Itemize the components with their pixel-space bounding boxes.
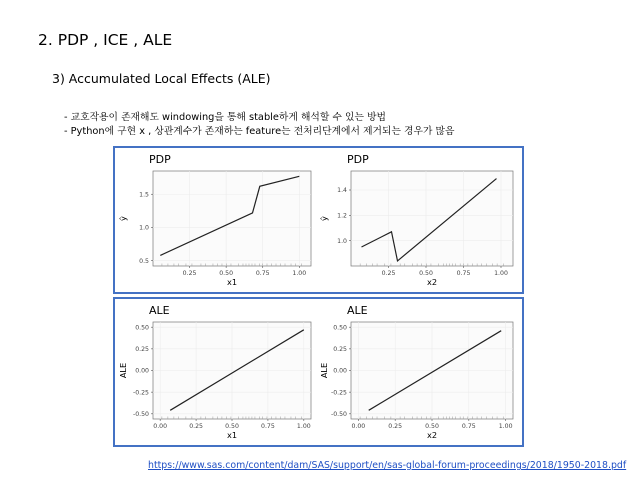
x-tick-label: 0.00 — [153, 423, 168, 430]
x-axis-label: x2 — [426, 430, 438, 440]
pdp-x1-chart — [116, 149, 316, 291]
x-axis-label: x2 — [426, 277, 438, 287]
y-tick-label: -0.25 — [132, 389, 149, 397]
y-tick-label: 0.00 — [135, 367, 149, 375]
y-tick-label: 0.50 — [333, 324, 347, 332]
chart-title: PDP — [149, 153, 171, 166]
x-tick-label: 0.50 — [419, 270, 433, 277]
x-axis-label: x1 — [226, 277, 238, 287]
x-tick-label: 0.75 — [456, 270, 471, 277]
source-link[interactable]: https://www.sas.com/content/dam/SAS/support/en/sas-global-forum-proceedings/2018/1950-2018.pdf — [148, 460, 627, 471]
y-tick-label: 0.25 — [135, 346, 149, 354]
y-tick-label: 1.4 — [337, 187, 347, 195]
y-axis-label: ALE — [319, 362, 329, 379]
y-tick-label: 0.25 — [333, 346, 347, 354]
chart-title: PDP — [347, 153, 369, 166]
x-tick-label: 0.25 — [189, 423, 203, 430]
x-axis-label: x1 — [226, 430, 238, 440]
x-tick-label: 1.00 — [296, 423, 311, 430]
chart-title: ALE — [347, 304, 368, 317]
x-tick-label: 0.50 — [425, 423, 439, 430]
y-tick-label: -0.50 — [132, 411, 149, 419]
y-axis-label: ŷ — [319, 216, 329, 221]
section-title: 3) Accumulated Local Effects (ALE) — [52, 71, 271, 86]
y-axis-label: ALE — [118, 362, 128, 379]
slide-title: 2. PDP , ICE , ALE — [38, 31, 173, 49]
x-tick-label: 0.75 — [261, 423, 275, 430]
x-tick-label: 0.75 — [255, 270, 270, 277]
chart-title: ALE — [149, 304, 170, 317]
pdp-x2-chart — [317, 149, 521, 291]
x-tick-label: 0.25 — [182, 270, 197, 277]
y-tick-label: 1.5 — [139, 191, 149, 199]
ale-x2-chart — [317, 300, 521, 444]
y-tick-label: 1.0 — [337, 237, 347, 245]
ale-x1-chart — [116, 300, 316, 444]
x-tick-label: 0.00 — [351, 423, 366, 430]
y-tick-label: -0.25 — [330, 389, 347, 397]
bullet-item: - Python에 구현 x , 상관계수가 존재하는 feature는 전처리단계에서 제거되는 경우가 많음 — [64, 126, 455, 137]
y-tick-label: 0.00 — [333, 367, 347, 375]
x-tick-label: 0.25 — [388, 423, 403, 430]
y-tick-label: 1.0 — [139, 224, 149, 232]
x-tick-label: 0.50 — [225, 423, 239, 430]
y-tick-label: 0.5 — [139, 257, 149, 265]
x-tick-label: 1.00 — [494, 270, 508, 277]
x-tick-label: 0.50 — [219, 270, 234, 277]
x-tick-label: 1.00 — [292, 270, 307, 277]
y-tick-label: 1.2 — [337, 212, 347, 220]
bullet-list — [64, 111, 454, 139]
bullet-item: - 교호작용이 존재해도 windowing을 통해 stable하게 해석할 수 있는 방법 — [64, 112, 387, 123]
y-tick-label: 0.50 — [135, 324, 149, 332]
y-axis-label: ŷ — [118, 216, 128, 221]
x-tick-label: 0.25 — [381, 270, 396, 277]
y-tick-label: -0.50 — [330, 411, 347, 419]
x-tick-label: 0.75 — [461, 423, 476, 430]
plot-area — [153, 171, 311, 266]
x-tick-label: 1.00 — [498, 423, 513, 430]
